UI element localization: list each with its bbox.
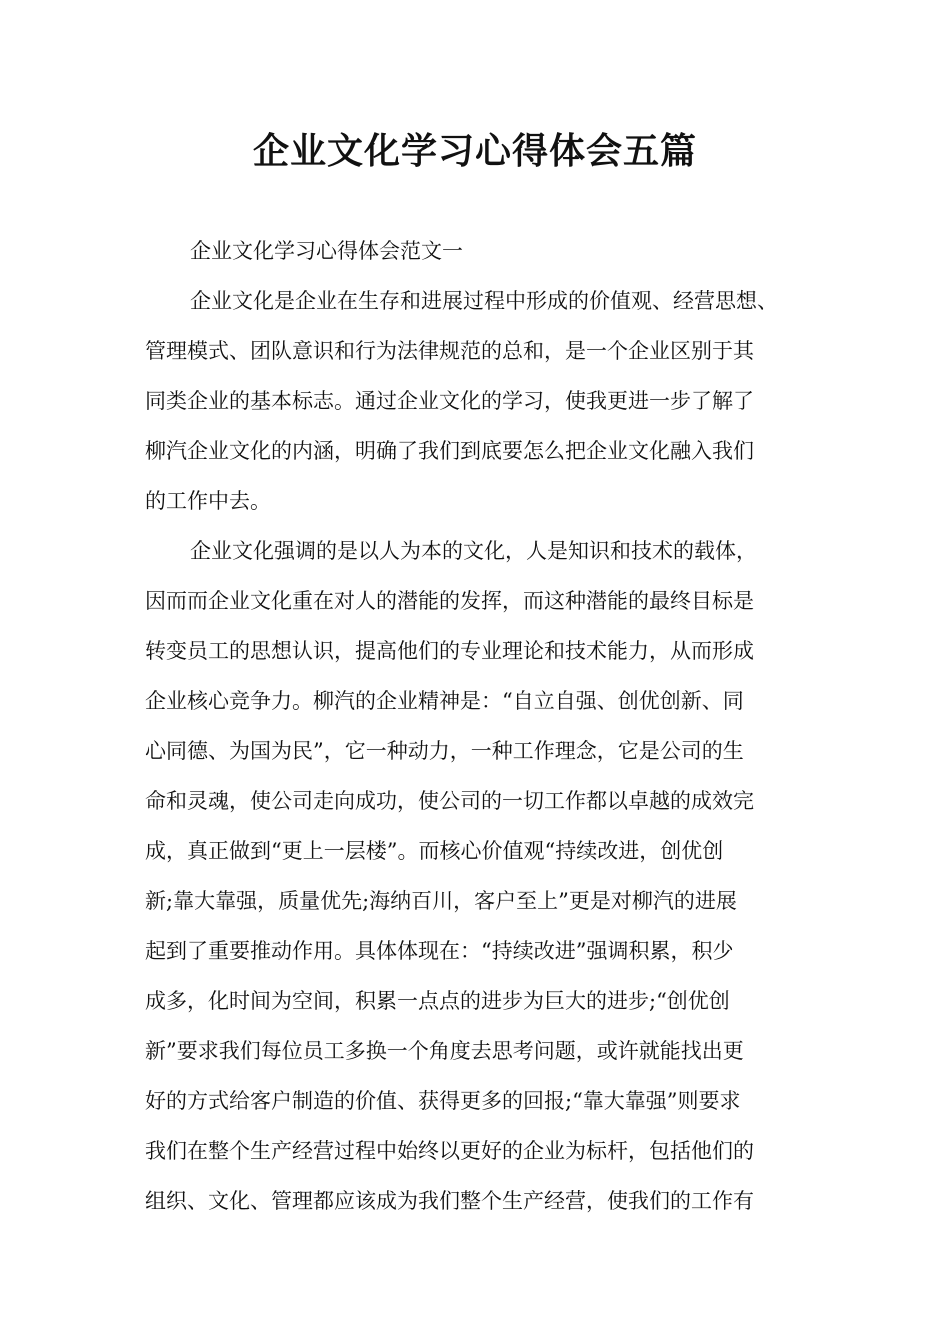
paragraph-line: 成，真正做到“更上一层楼”。而核心价值观“持续改进，创优创: [145, 839, 724, 863]
paragraph-line: 好的方式给客户制造的价值、获得更多的回报;“靠大靠强”则要求: [145, 1089, 741, 1113]
paragraph-line: 企业文化是企业在生存和进展过程中形成的价值观、经营思想、: [190, 289, 778, 313]
paragraph-line: 因而而企业文化重在对人的潜能的发挥，而这种潜能的最终目标是: [145, 589, 754, 613]
paragraph-line: 起到了重要推动作用。具体体现在：“持续改进”强调积累，积少: [145, 939, 734, 963]
paragraph-line: 新”要求我们每位员工多换一个角度去思考问题，或许就能找出更: [145, 1039, 744, 1063]
paragraph-line: 管理模式、团队意识和行为法律规范的总和，是一个企业区别于其: [145, 339, 754, 363]
section-heading: 企业文化学习心得体会范文一: [190, 239, 463, 263]
paragraph-line: 组织、文化、管理都应该成为我们整个生产经营，使我们的工作有: [145, 1189, 754, 1213]
paragraph-line: 企业文化强调的是以人为本的文化，人是知识和技术的载体，: [190, 539, 757, 563]
paragraph-line: 我们在整个生产经营过程中始终以更好的企业为标杆，包括他们的: [145, 1139, 754, 1163]
paragraph-line: 成多，化时间为空间，积累一点点的进步为巨大的进步;“创优创: [145, 989, 730, 1013]
document-title: 企业文化学习心得体会五篇: [252, 131, 697, 172]
paragraph-line: 企业核心竞争力。柳汽的企业精神是：“自立自强、创优创新、同: [145, 689, 744, 713]
paragraph-line: 同类企业的基本标志。通过企业文化的学习，使我更进一步了解了: [145, 389, 754, 413]
paragraph-line: 命和灵魂，使公司走向成功，使公司的一切工作都以卓越的成效完: [145, 789, 754, 813]
paragraph-line: 心同德、为国为民”，它一种动力，一种工作理念，它是公司的生: [145, 739, 744, 763]
paragraph-line: 的工作中去。: [145, 489, 271, 513]
paragraph-line: 转变员工的思想认识，提高他们的专业理论和技术能力，从而形成: [145, 639, 754, 663]
paragraph-line: 新;靠大靠强，质量优先;海纳百川，客户至上”更是对柳汽的进展: [145, 889, 737, 913]
paragraph-line: 柳汽企业文化的内涵，明确了我们到底要怎么把企业文化融入我们: [145, 439, 754, 463]
